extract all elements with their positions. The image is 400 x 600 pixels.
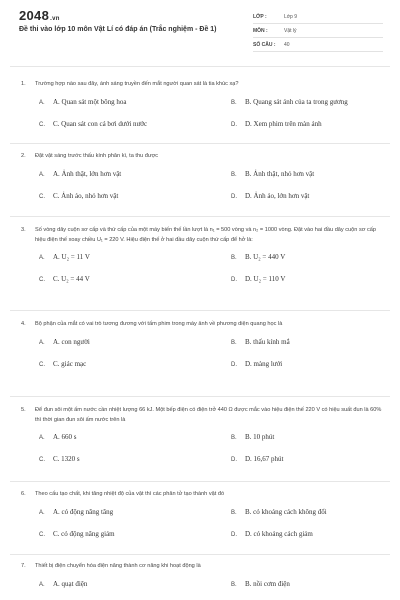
option-c[interactable]	[39, 275, 90, 283]
option-letter: B.	[231, 581, 237, 588]
option-letter: B.	[231, 99, 237, 106]
meta-box	[253, 10, 383, 52]
options	[19, 508, 384, 542]
meta-row-class	[253, 10, 383, 24]
question-body: Theo cấu tạo chất, khi tăng nhiệt độ của vật thì các phân tử tạo thành vật đó	[35, 491, 225, 497]
option-text: A. con người	[53, 337, 90, 346]
option-text: C. Quan sát con cá bơi dưới nước	[53, 119, 148, 128]
option-letter: C.	[39, 121, 45, 128]
option-letter: C.	[39, 457, 45, 463]
option-c[interactable]	[39, 455, 80, 463]
option-letter: B.	[231, 171, 237, 178]
option-a[interactable]	[39, 580, 87, 588]
option-b[interactable]	[231, 338, 290, 346]
option-text: A. có động năng tăng	[53, 507, 114, 516]
option-text: D. Xem phim trên màn ảnh	[245, 119, 322, 128]
option-text: A. Ảnh thật, lớn hơn vật	[53, 169, 122, 178]
option-text: C. 1320 s	[53, 455, 80, 463]
options	[19, 98, 384, 132]
question-text	[19, 490, 384, 500]
meta-value: Lớp 9	[284, 14, 298, 20]
option-text: B. có khoảng cách không đổi	[245, 507, 327, 516]
meta-row-count	[253, 38, 383, 52]
question-text	[19, 226, 384, 245]
option-a[interactable]	[39, 170, 121, 178]
question-body: Bộ phận của mắt có vai trò tương đương với tấm phim trong máy ảnh về phương diện quang học là	[35, 321, 283, 327]
question-7	[19, 562, 384, 592]
option-letter: D.	[231, 531, 237, 538]
logo-suffix: .vn	[50, 16, 60, 22]
option-text: C. Ảnh ảo, nhỏ hơn vật	[53, 191, 119, 200]
site-logo[interactable]	[19, 8, 60, 23]
option-c[interactable]	[39, 530, 115, 538]
option-letter: A.	[39, 581, 45, 588]
option-text: A. quạt điện	[53, 579, 88, 588]
question-5	[19, 406, 384, 467]
option-letter: A.	[39, 171, 45, 178]
question-number: 1.	[21, 81, 26, 87]
option-letter: D.	[231, 361, 237, 368]
divider	[10, 554, 390, 555]
question-number: 4.	[21, 321, 26, 327]
question-body: Trường hợp nào sau đây, ánh sáng truyền đến mắt người quan sát là tia khúc xạ?	[35, 81, 239, 87]
question-6	[19, 490, 384, 542]
option-letter: A.	[39, 255, 45, 261]
meta-value: Vật lý	[284, 28, 297, 34]
option-letter: A.	[39, 435, 45, 441]
question-3	[19, 226, 384, 287]
option-d[interactable]	[231, 360, 282, 368]
option-d[interactable]	[231, 455, 284, 463]
divider	[10, 216, 390, 217]
option-text: D. 16,67 phút	[245, 455, 284, 463]
options	[19, 580, 384, 592]
option-b[interactable]	[231, 98, 348, 106]
option-text: D. màng lưới	[245, 359, 283, 368]
option-text: C. U₂ = 44 V	[53, 275, 90, 283]
option-d[interactable]	[231, 192, 309, 200]
question-body: Thiết bị điện chuyển hóa điện năng thành cơ năng khi hoạt động là	[35, 563, 201, 569]
question-text	[19, 80, 384, 90]
question-body: Để đun sôi một ấm nước cần nhiệt lượng 66 kJ. Một bếp điện có điện trở 440 Ω được mắc vào hiệu điện thế 220 V có hiệu suất đun là 60% thì thời gian đun sôi ấm nước trên là	[35, 407, 382, 423]
option-text: D. U₂ = 110 V	[245, 275, 286, 283]
divider	[10, 66, 390, 67]
option-letter: D.	[231, 277, 237, 283]
option-text: B. Ảnh thật, nhỏ hơn vật	[245, 169, 315, 178]
options	[19, 338, 384, 372]
option-d[interactable]	[231, 275, 285, 283]
option-c[interactable]	[39, 360, 86, 368]
option-letter: B.	[231, 339, 237, 346]
meta-row-subject	[253, 24, 383, 38]
question-number: 2.	[21, 153, 26, 159]
option-text: B. Quang sát ánh của ta trong gương	[245, 97, 348, 106]
question-text	[19, 320, 384, 330]
option-text: C. có động năng giảm	[53, 529, 115, 538]
option-text: B. 10 phút	[245, 433, 275, 441]
question-number: 5.	[21, 407, 26, 413]
option-letter: B.	[231, 255, 237, 261]
option-letter: C.	[39, 361, 45, 368]
option-text: D. có khoảng cách giảm	[245, 529, 313, 538]
option-b[interactable]	[231, 433, 274, 441]
question-body: Số vòng dây cuộn sơ cấp và thứ cấp của một máy biến thế lần lượt là n₁ = 500 vòng và n₂ = 1000 vòng. Đặt vào hai đầu dây cuộn sơ cấp hiệu điện thế xoay chiều U₁ = 220 V. Hiệu điện thế ở hai đầu dây cuộn thứ cấp để hở là:	[35, 227, 376, 243]
question-text	[19, 152, 384, 162]
option-text: A. U₂ = 11 V	[53, 253, 90, 261]
question-2	[19, 152, 384, 204]
divider	[10, 481, 390, 482]
question-1	[19, 80, 384, 132]
options	[19, 253, 384, 287]
option-c[interactable]	[39, 192, 118, 200]
meta-label: LỚP :	[253, 14, 267, 20]
logo-main: 2048	[19, 8, 50, 23]
question-4	[19, 320, 384, 372]
option-letter: A.	[39, 509, 45, 516]
option-text: B. nồi cơm điện	[245, 579, 290, 588]
option-letter: C.	[39, 531, 45, 538]
question-text	[19, 562, 384, 572]
option-b[interactable]	[231, 508, 327, 516]
option-b[interactable]	[231, 170, 314, 178]
options	[19, 433, 384, 467]
option-letter: B.	[231, 509, 237, 516]
option-letter: B.	[231, 435, 237, 441]
option-c[interactable]	[39, 120, 147, 128]
option-text: A. Quan sát một bông hoa	[53, 97, 127, 106]
option-d[interactable]	[231, 530, 313, 538]
option-a[interactable]	[39, 98, 127, 106]
option-letter: C.	[39, 277, 45, 283]
question-number: 7.	[21, 563, 26, 569]
document-title: Đề thi vào lớp 10 môn Vật Lí có đáp án (Trắc nghiệm - Đề 1)	[19, 26, 217, 33]
option-letter: D.	[231, 121, 237, 128]
option-a[interactable]	[39, 338, 90, 346]
option-b[interactable]	[231, 580, 290, 588]
option-text: A. 660 s	[53, 433, 77, 441]
option-letter: A.	[39, 339, 45, 346]
meta-value: 40	[284, 42, 290, 48]
divider	[10, 310, 390, 311]
option-letter: C.	[39, 193, 45, 200]
options	[19, 170, 384, 204]
question-body: Đặt vật sáng trước thấu kính phân kì, ta thu được	[35, 153, 159, 159]
divider	[10, 396, 390, 397]
option-b[interactable]	[231, 253, 285, 261]
option-letter: D.	[231, 193, 237, 200]
option-text: B. U₂ = 440 V	[245, 253, 286, 261]
meta-label: SỐ CÂU :	[253, 42, 276, 48]
option-a[interactable]	[39, 508, 113, 516]
option-text: C. giác mạc	[53, 359, 87, 368]
option-text: B. thấu kính mắ	[245, 337, 290, 346]
question-text	[19, 406, 384, 425]
divider	[10, 143, 390, 144]
option-letter: A.	[39, 99, 45, 106]
document-header	[0, 0, 400, 62]
option-text: D. Ảnh ảo, lớn hơn vật	[245, 191, 310, 200]
option-a[interactable]	[39, 433, 77, 441]
option-a[interactable]	[39, 253, 90, 261]
option-d[interactable]	[231, 120, 322, 128]
option-letter: D.	[231, 457, 237, 463]
question-number: 6.	[21, 491, 26, 497]
meta-label: MÔN :	[253, 28, 268, 34]
question-number: 3.	[21, 227, 26, 233]
